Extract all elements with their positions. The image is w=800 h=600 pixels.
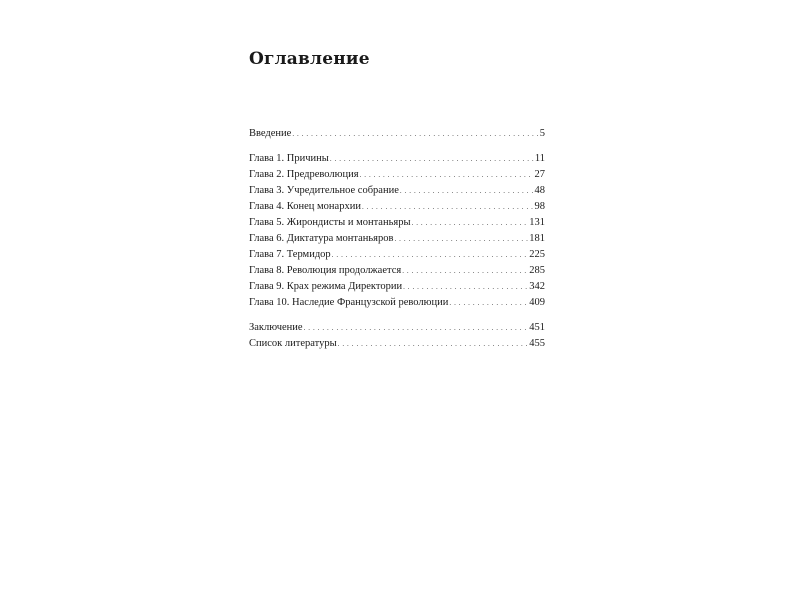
toc-entry-label: Глава 5. Жирондисты и монтаньяры	[249, 217, 411, 228]
toc-entry-page-number: 342	[529, 281, 545, 292]
toc-entry-chapter-1	[249, 151, 545, 167]
toc-entry-page-number: 225	[529, 249, 545, 260]
toc-entry-label: Заключение	[249, 322, 303, 333]
dot-leader	[362, 199, 534, 215]
dot-leader	[330, 151, 534, 167]
toc-entry-label: Введение	[249, 128, 292, 139]
dot-leader	[338, 336, 529, 352]
toc-entry-chapter-5	[249, 215, 545, 231]
toc-entry-bibliography	[249, 336, 545, 352]
toc-entry-page-number: 27	[534, 169, 545, 180]
toc-entry-page-number: 181	[529, 233, 545, 244]
toc-entry-chapter-10	[249, 295, 545, 311]
toc-entry-page-number: 11	[534, 153, 545, 164]
toc-entry-label: Глава 3. Учредительное собрание	[249, 185, 399, 196]
toc-entry-page-number: 98	[534, 201, 545, 212]
dot-leader	[400, 183, 534, 199]
dot-leader	[360, 167, 534, 183]
toc-entry-chapter-4	[249, 199, 545, 215]
dot-leader	[292, 126, 538, 142]
toc-entry-page-number: 131	[529, 217, 545, 228]
toc-entry-label: Глава 9. Крах режима Директории	[249, 281, 403, 292]
toc-entry-label: Глава 2. Предреволюция	[249, 169, 359, 180]
toc-entry-page-number: 455	[529, 338, 545, 349]
toc-list	[249, 126, 545, 352]
dot-leader	[394, 231, 528, 247]
toc-entry-label: Глава 6. Диктатура монтаньяров	[249, 233, 394, 244]
toc-entry-chapter-8	[249, 263, 545, 279]
dot-leader	[403, 279, 528, 295]
toc-entry-chapter-3	[249, 183, 545, 199]
dot-leader	[412, 215, 529, 231]
toc-entry-page-number: 285	[529, 265, 545, 276]
toc-title: Оглавление	[249, 49, 370, 69]
dot-leader	[304, 320, 529, 336]
toc-entry-label: Глава 1. Причины	[249, 153, 329, 164]
toc-entry-label: Глава 10. Наследие Французской революции	[249, 297, 449, 308]
toc-entry-chapter-6	[249, 231, 545, 247]
toc-entry-conclusion	[249, 320, 545, 336]
toc-entry-page-number: 451	[529, 322, 545, 333]
dot-leader	[332, 247, 529, 263]
toc-entry-label: Глава 7. Термидор	[249, 249, 331, 260]
toc-entry-page-number: 409	[529, 297, 545, 308]
toc-entry-introduction	[249, 126, 545, 142]
dot-leader	[402, 263, 528, 279]
toc-entry-page-number: 5	[539, 128, 545, 139]
toc-entry-chapter-7	[249, 247, 545, 263]
toc-entry-chapter-2	[249, 167, 545, 183]
toc-entry-label: Список литературы	[249, 338, 337, 349]
toc-entry-label: Глава 4. Конец монархии	[249, 201, 361, 212]
toc-entry-label: Глава 8. Революция продолжается	[249, 265, 402, 276]
toc-entry-page-number: 48	[534, 185, 545, 196]
dot-leader	[449, 295, 528, 311]
toc-entry-chapter-9	[249, 279, 545, 295]
